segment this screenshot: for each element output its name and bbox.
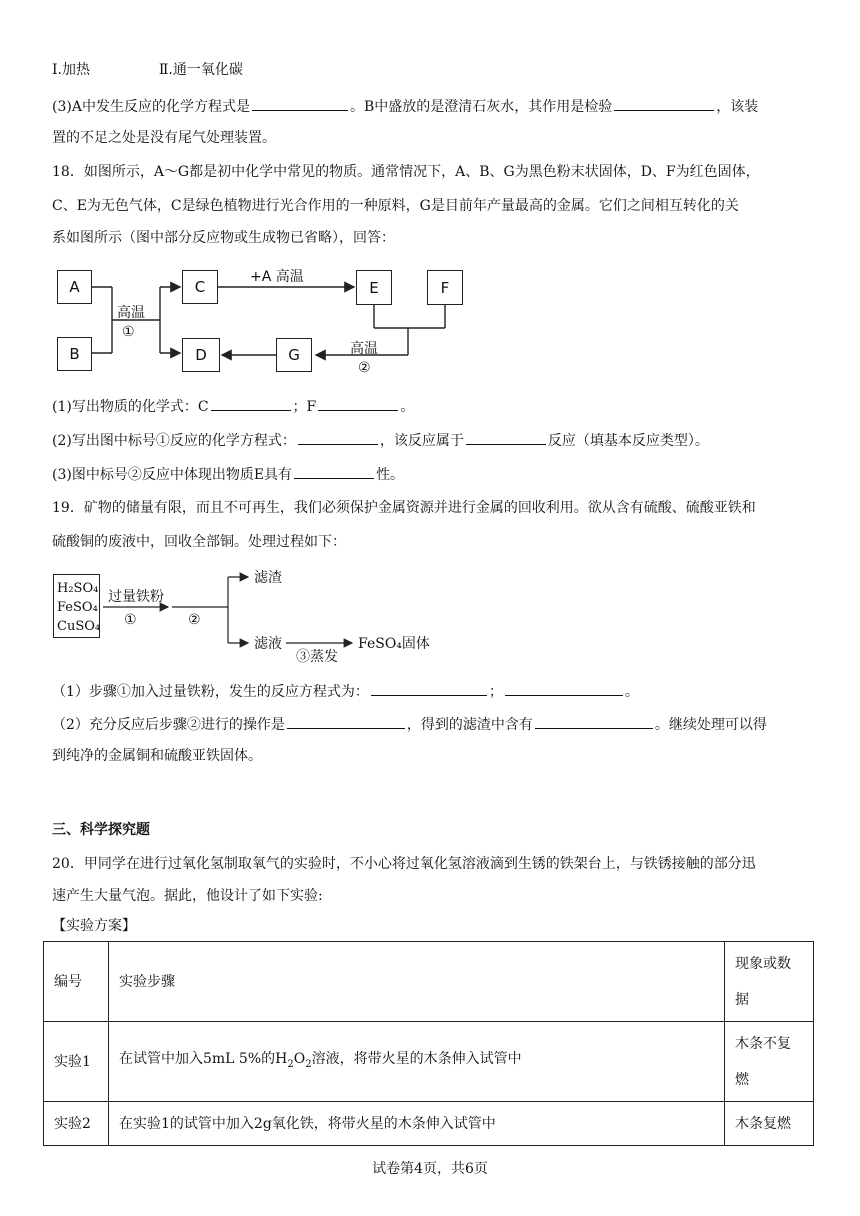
row1-steps-sub2: 2 — [305, 1058, 312, 1070]
section-heading: 三、科学探究题 — [52, 822, 150, 838]
step1-num: ① — [124, 612, 137, 628]
q18-p2-text-a: (2)写出图中标号①反应的化学方程式： — [52, 433, 296, 449]
node-b: B — [57, 337, 92, 371]
q19-p1-text-b: ； — [488, 684, 503, 700]
step3-label: ③蒸发 — [296, 649, 338, 665]
answer-blank[interactable] — [505, 681, 623, 696]
q19-stem-line2: 硫酸铜的废液中，回收全部铜。处理过程如下： — [52, 534, 346, 550]
label-reaction-2: ② — [358, 360, 371, 376]
q20-stem-line1: 20．甲同学在进行过氧化氢制取氧气的实验时，不小心将过氧化氢溶液滴到生锈的铁架台上，与铁锈接触的部分迅 — [52, 856, 756, 872]
answer-blank[interactable] — [466, 430, 546, 445]
residue-label: 滤渣 — [254, 570, 282, 586]
answer-blank[interactable] — [535, 714, 653, 729]
header-steps: 实验步骤 — [109, 942, 725, 1022]
header-result — [725, 942, 814, 1022]
label-gaowen-1: 高温 — [117, 305, 145, 321]
q18-part2 — [52, 430, 709, 451]
row1-result-line2: 燃 — [735, 1071, 749, 1088]
experiment-table — [43, 941, 814, 1146]
node-f: F — [427, 270, 463, 305]
q19-p2-text-a: （2）充分反应后步骤②进行的操作是 — [52, 717, 285, 733]
label-reaction-1: ① — [122, 324, 135, 340]
q19-part2 — [52, 714, 767, 735]
q18-stem-line2: C、E为无色气体，C是绿色植物进行光合作用的一种原料，G是目前年产量最高的金属。它们之间相互转化的关 — [52, 198, 739, 214]
answer-blank[interactable] — [211, 396, 291, 411]
q18-p3-text-b: 性。 — [376, 467, 405, 483]
reagent-h2so4: H₂SO₄ — [57, 581, 99, 596]
q17-p3-text-c: ，该装 — [716, 99, 759, 115]
page-footer: 试卷第4页，共6页 — [372, 1161, 488, 1177]
reagent-cuso4: CuSO₄ — [57, 619, 101, 634]
q18-part3 — [52, 464, 404, 485]
row2-result: 木条复燃 — [725, 1102, 814, 1146]
q18-p2-text-c: 反应（填基本反应类型）。 — [547, 433, 709, 449]
q18-p3-text-a: (3)图中标号②反应中体现出物质E具有 — [52, 467, 293, 483]
header-result-line1: 现象或数 — [735, 955, 791, 972]
row2-id: 实验2 — [44, 1102, 109, 1146]
node-d: D — [182, 338, 220, 372]
product-label: FeSO₄固体 — [358, 636, 430, 652]
q19-p1-text-a: （1）步骤①加入过量铁粉，发生的反应方程式为： — [52, 684, 369, 700]
row1-steps-a: 在试管中加入5mL 5%的H — [119, 1050, 288, 1067]
reagent-feso4: FeSO₄ — [57, 600, 98, 615]
answer-blank[interactable] — [298, 430, 378, 445]
answer-blank[interactable] — [318, 396, 398, 411]
row1-result — [725, 1022, 814, 1102]
q19-p2-text-d: 到纯净的金属铜和硫酸亚铁固体。 — [52, 748, 262, 764]
q19-p1-text-c: 。 — [624, 684, 639, 700]
q17-p3-text-a: (3)A中发生反应的化学方程式是 — [52, 99, 250, 115]
node-g: G — [276, 338, 312, 372]
header-id: 编号 — [44, 942, 109, 1022]
table-header-row — [44, 942, 814, 1022]
row1-result-line1: 木条不复 — [735, 1035, 791, 1052]
q18-p1-text-a: (1)写出物质的化学式：C — [52, 399, 209, 415]
q19-part1 — [52, 681, 639, 702]
answer-blank[interactable] — [371, 681, 487, 696]
q19-stem-line1: 19．矿物的储量有限，而且不可再生，我们必须保护金属资源并进行金属的回收利用。欲从含有硫酸、硫酸亚铁和 — [52, 500, 756, 516]
step1-label: 过量铁粉 — [108, 589, 164, 605]
q19-p2-text-b: ，得到的滤渣中含有 — [406, 717, 533, 733]
q18-diagram-connectors — [0, 0, 860, 400]
q18-p2-text-b: ，该反应属于 — [379, 433, 464, 449]
answer-blank[interactable] — [294, 464, 374, 479]
q17-p3-text-d: 置的不足之处是没有尾气处理装置。 — [52, 130, 276, 146]
table-row — [44, 1022, 814, 1102]
q18-stem-line3: 系如图所示（图中部分反应物或生成物已省略），回答： — [52, 230, 395, 246]
row1-steps-sub1: 2 — [287, 1058, 294, 1070]
plan-heading: 【实验方案】 — [52, 918, 136, 934]
header-result-line2: 据 — [735, 991, 749, 1008]
node-a: A — [57, 270, 92, 304]
row1-steps-mid: O — [293, 1050, 306, 1067]
step2-num: ② — [188, 612, 201, 628]
q20-stem-line2: 速产生大量气泡。据此，他设计了如下实验: — [52, 888, 323, 904]
q18-p1-text-b: ；F — [292, 399, 317, 415]
label-plus-a-gaowen: +A 高温 — [250, 269, 304, 285]
row1-id: 实验1 — [44, 1022, 109, 1102]
filtrate-label: 滤液 — [254, 636, 282, 652]
q19-diagram-arrows — [0, 560, 480, 670]
answer-blank[interactable] — [287, 714, 405, 729]
q19-p2-text-c: 。继续处理可以得 — [654, 717, 767, 733]
q18-part1 — [52, 396, 414, 417]
q18-stem-line1: 18．如图所示，A～G都是初中化学中常见的物质。通常情况下，A、B、G为黑色粉末状固体，D、F为红色固体， — [52, 164, 760, 180]
q17-p3-text-b: 。B中盛放的是澄清石灰水，其作用是检验 — [349, 99, 613, 115]
node-c: C — [182, 270, 218, 304]
label-gaowen-2: 高温 — [350, 341, 378, 357]
row1-steps — [109, 1022, 725, 1102]
option-ii: Ⅱ.通一氧化碳 — [158, 62, 243, 78]
q18-p1-text-c: 。 — [400, 399, 415, 415]
node-e: E — [356, 270, 392, 305]
row2-steps: 在实验1的试管中加入2g氧化铁，将带火星的木条伸入试管中 — [109, 1102, 725, 1146]
table-row — [44, 1102, 814, 1146]
option-i: Ⅰ.加热 — [52, 62, 90, 78]
row1-steps-b: 溶液，将带火星的木条伸入试管中 — [311, 1050, 522, 1067]
